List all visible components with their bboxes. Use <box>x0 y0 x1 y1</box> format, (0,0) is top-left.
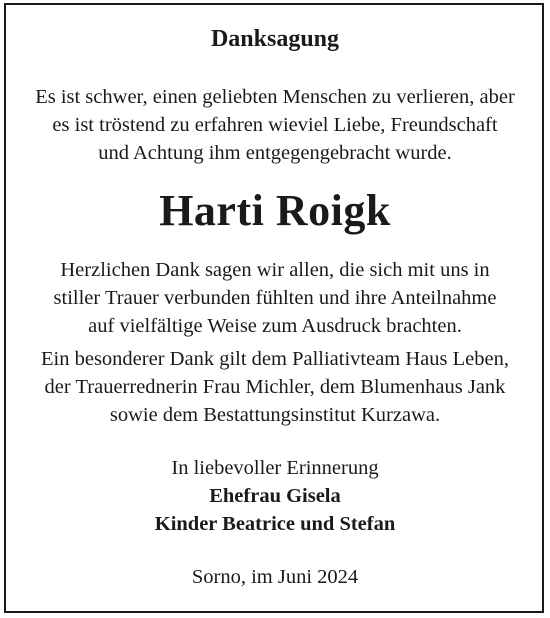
notice-heading: Danksagung <box>210 26 340 52</box>
special-thanks-line: der Trauerrednerin Frau Michler, dem Blumenhaus Jank <box>44 376 506 398</box>
signatory-spouse: Ehefrau Gisela <box>209 485 341 507</box>
thanks-line: Herzlichen Dank sagen wir allen, die sich mit uns in <box>60 259 490 281</box>
intro-paragraph <box>0 83 550 167</box>
thanks-line: stiller Trauer verbunden fühlten und ihre Anteilnahme <box>53 287 497 309</box>
signatory-children: Kinder Beatrice und Stefan <box>154 513 396 535</box>
intro-line: Es ist schwer, einen geliebten Menschen zu verlieren, aber <box>35 86 515 108</box>
signature-block <box>0 454 550 538</box>
remembrance-text: In liebevoller Erinnerung <box>171 457 379 479</box>
intro-line: es ist tröstend zu erfahren wieviel Liebe, Freundschaft <box>52 114 498 136</box>
intro-line: und Achtung ihm entgegengebracht wurde. <box>98 142 452 164</box>
place-date: Sorno, im Juni 2024 <box>191 566 359 588</box>
special-thanks-line: Ein besonderer Dank gilt dem Palliativteam Haus Leben, <box>41 348 509 370</box>
thanks-paragraph <box>0 256 550 340</box>
special-thanks-line: sowie dem Bestattungsinstitut Kurzawa. <box>109 404 441 426</box>
special-thanks-paragraph <box>0 345 550 429</box>
deceased-name: Harti Roigk <box>159 186 391 235</box>
thanks-line: auf vielfältige Weise zum Ausdruck brachten. <box>88 315 462 337</box>
place-date-block <box>0 563 550 591</box>
